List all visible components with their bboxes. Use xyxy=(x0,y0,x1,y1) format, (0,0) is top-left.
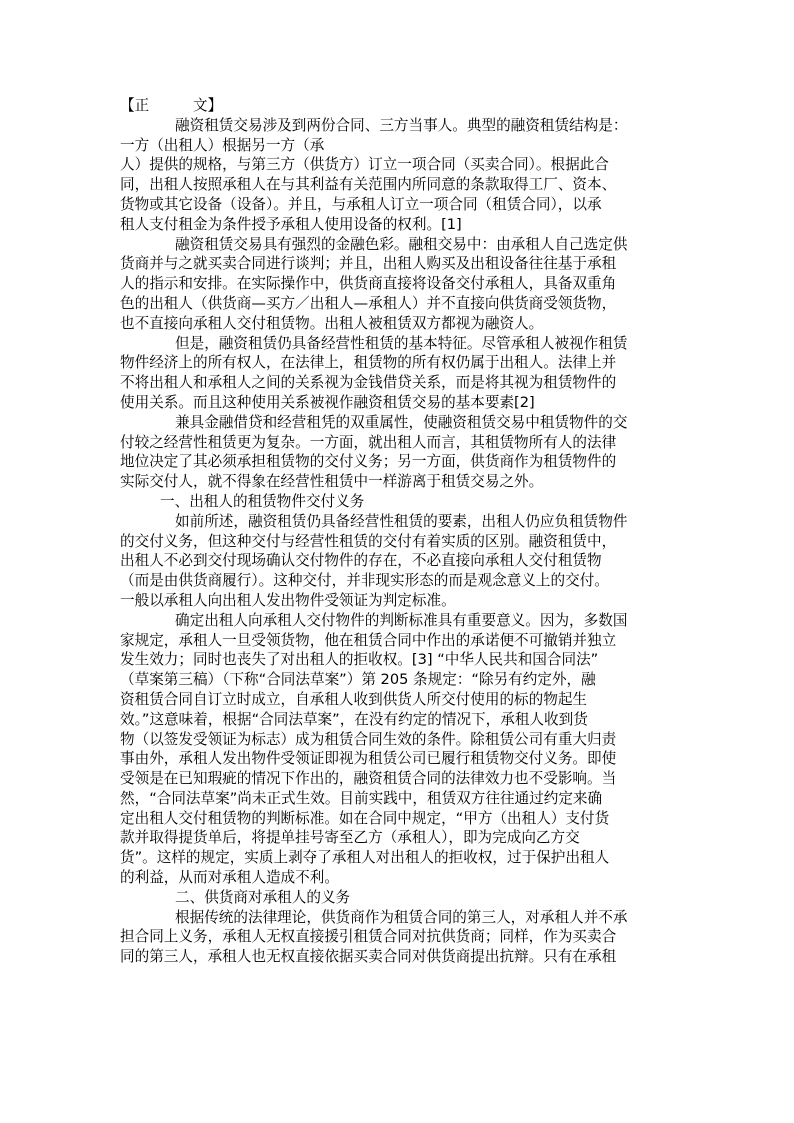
paragraph-line: 发生效力；同时也丧失了对出租人的拒收权。[3] “中华人民共和国合同法” xyxy=(120,651,599,669)
paragraph-line: 付较之经营性租赁更为复杂。一方面，就出租人而言，其租赁物所有人的法律 xyxy=(120,433,617,451)
paragraph xyxy=(120,611,670,888)
paragraph-line: 不将出租人和承租人之间的关系视为金钱借贷关系，而是将其视为租赁物件的 xyxy=(120,374,617,392)
paragraph-line: 定出租人交付租赁物的判断标准。如在合同中规定，“甲方（出租人）支付货 xyxy=(120,809,610,827)
paragraph-line: 但是，融资租赁仍具备经营性租赁的基本特征。尽管承租人被视作租赁 xyxy=(175,334,628,352)
paragraph-line: 也不直接向承租人交付租赁物。出租人被租赁双方都视为融资人。 xyxy=(120,314,544,332)
paragraph-line: 货”。这样的规定，实质上剥夺了承租人对出租人的拒收权，过于保护出租人 xyxy=(120,849,610,867)
section-heading: 一、出租人的租赁物件交付义务 xyxy=(160,492,365,510)
paragraph-line: 货商并与之就买卖合同进行谈判；并且，出租人购买及出租设备往往基于承租 xyxy=(120,255,617,273)
paragraph-line: 确定出租人向承租人交付物件的判断标准具有重要意义。因为，多数国 xyxy=(175,611,628,629)
paragraph-line: （而是由供货商履行）。这种交付，并非现实形态的而是观念意义上的交付。 xyxy=(120,572,609,590)
paragraph-line: 出租人不必到交付现场确认交付物件的存在，不必直接向承租人交付租赁物 xyxy=(120,552,602,570)
paragraph-line: 使用关系。而且这种使用关系被视作融资租赁交易的基本要素[2] xyxy=(120,393,535,411)
document-heading: 【正 文】 xyxy=(120,97,223,114)
paragraph-line: 受领是在已知瑕疵的情况下作出的，融资租赁合同的法律效力也不受影响。当 xyxy=(120,770,617,788)
paragraph-line: （草案第三稿）（下称“合同法草案”）第 205 条规定：“除另有约定外，融 xyxy=(120,671,596,689)
paragraph-line: 一般以承租人向出租人发出物件受领证为判定标准。 xyxy=(120,591,456,609)
paragraph-line: 担合同上义务，承租人无权直接援引租赁合同对抗供货商；同样，作为买卖合 xyxy=(120,928,617,946)
paragraph xyxy=(120,413,670,492)
paragraph xyxy=(120,116,670,235)
paragraph-line: 然，“合同法草案”尚未正式生效。目前实践中，租赁双方往往通过约定来确 xyxy=(120,789,603,807)
paragraph-line: 融资租赁交易具有强烈的金融色彩。融租交易中：由承租人自己选定供 xyxy=(175,235,628,253)
paragraph-line: 的交付义务，但这种交付与经营性租赁的交付有着实质的区别。融资租赁中， xyxy=(120,532,617,550)
paragraph-line: 家规定，承租人一旦受领货物，他在租赁合同中作出的承诺便不可撤销并独立 xyxy=(120,631,617,649)
paragraph-line: 色的出租人（供货商—买方／出租人—承租人）并不直接向供货商受领货物， xyxy=(120,294,617,312)
paragraph-line: 物件经济上的所有权人，在法律上，租赁物的所有权仍属于出租人。法律上并 xyxy=(120,354,617,372)
paragraph-line: 的利益，从而对承租人造成不利。 xyxy=(120,869,339,887)
paragraph-line: 租人支付租金为条件授予承租人使用设备的权利。[1] xyxy=(120,215,462,233)
paragraph xyxy=(120,512,670,611)
paragraph-line: 同的第三人，承租人也无权直接依据买卖合同对供货商提出抗辩。只有在承租 xyxy=(120,948,617,966)
section-heading: 二、供货商对承租人的义务 xyxy=(175,888,351,906)
paragraph-line: 地位决定了其必须承担租赁物的交付义务；另一方面，供货商作为租赁物件的 xyxy=(120,453,617,471)
paragraph-line: 根据传统的法律理论，供货商作为租赁合同的第三人，对承租人并不承 xyxy=(175,908,628,926)
paragraph xyxy=(120,334,670,413)
paragraph-line: 事由外，承租人发出物件受领证即视为租赁公司已履行租赁物交付义务。即使 xyxy=(120,750,617,768)
paragraph xyxy=(120,235,670,334)
paragraph-line: 资租赁合同自订立时成立，自承租人收到供货人所交付使用的标的物起生 xyxy=(120,690,588,708)
paragraph xyxy=(120,908,670,967)
paragraph-line: 融资租赁交易涉及到两份合同、三方当事人。典型的融资租赁结构是： xyxy=(175,116,628,134)
paragraph-line: 效。”这意味着，根据“合同法草案”，在没有约定的情况下，承租人收到货 xyxy=(120,710,588,728)
paragraph-line: 物（以签发受领证为标志）成为租赁合同生效的条件。除租赁公司有重大归责 xyxy=(120,730,617,748)
paragraph-line: 款并取得提货单后，将提单挂号寄至乙方（承租人），即为完成向乙方交 xyxy=(120,829,580,847)
paragraph-line: 人）提供的规格，与第三方（供货方）订立一项合同（买卖合同）。根据此合 xyxy=(120,156,609,174)
paragraph-line: 货物或其它设备（设备）。并且，与承租人订立一项合同（租赁合同），以承 xyxy=(120,195,602,213)
paragraph-line: 一方（出租人）根据另一方（承 xyxy=(120,136,325,154)
paragraph-line: 同，出租人按照承租人在与其利益有关范围内所同意的条款取得工厂、资本、 xyxy=(120,176,617,194)
document-page xyxy=(120,96,670,967)
paragraph-line: 兼具金融借贷和经营租凭的双重属性，使融资租赁交易中租赁物件的交 xyxy=(175,413,628,431)
paragraph-line: 如前所述，融资租赁仍具备经营性租赁的要素，出租人仍应负租赁物件 xyxy=(175,512,628,530)
paragraph-line: 人的指示和安排。在实际操作中，供货商直接将设备交付承租人，具备双重角 xyxy=(120,275,617,293)
paragraph-line: 实际交付人，就不得象在经营性租赁中一样游离于租赁交易之外。 xyxy=(120,473,544,491)
